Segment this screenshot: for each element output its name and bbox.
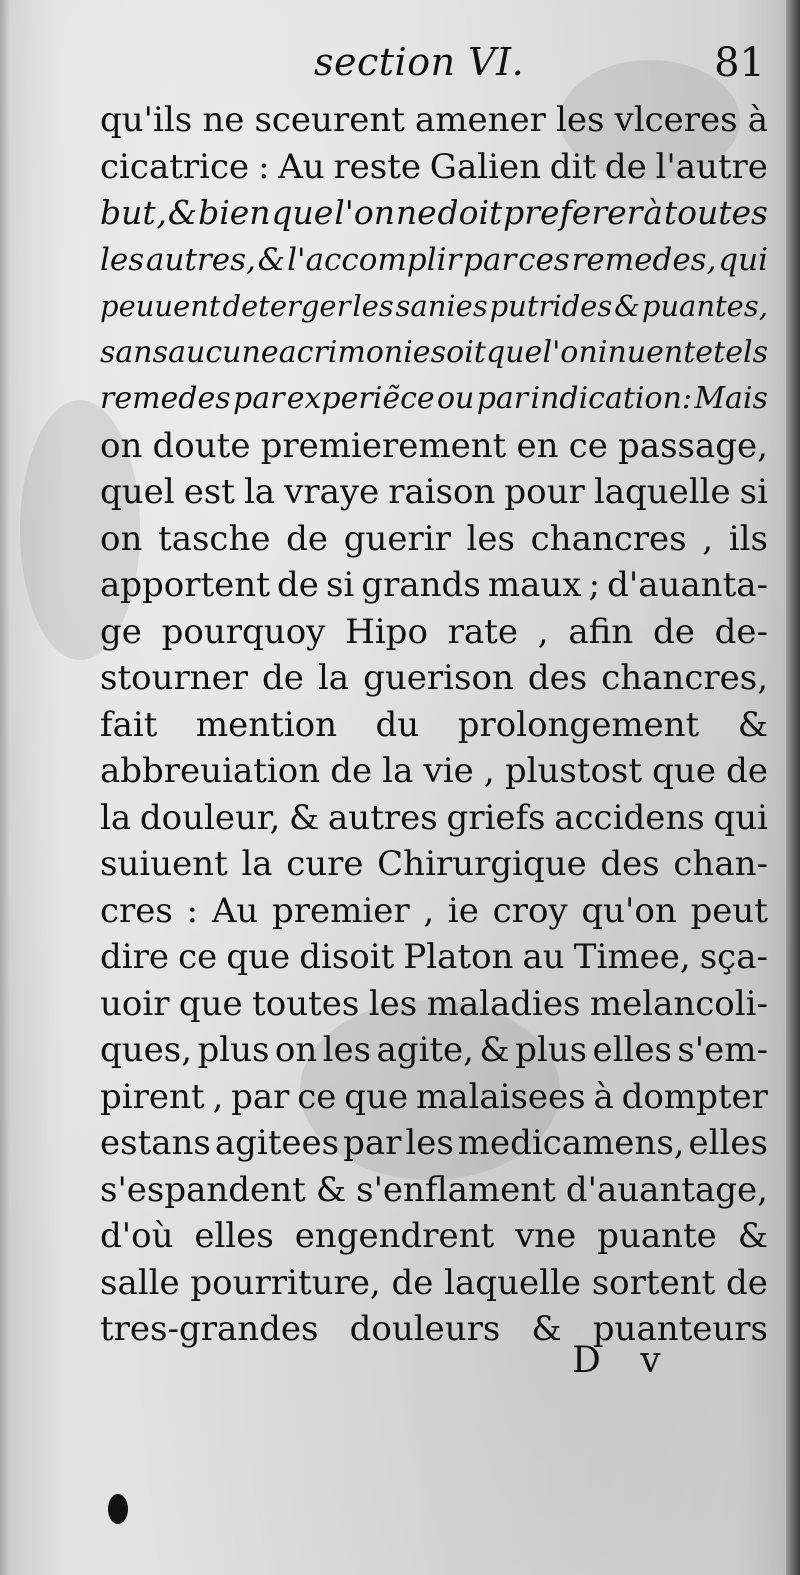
text-line: remedes par experiẽce ou par indication: Mais: [100, 381, 768, 416]
running-head: section VI.: [314, 40, 525, 84]
text-line: apportent de si grands maux ; d'auanta-: [100, 565, 768, 605]
text-line: stourner de la guerison des chancres,: [100, 658, 768, 698]
text-line: s'espandent & s'enflament d'auantage,: [100, 1169, 768, 1210]
text-line: pirent , par ce que malaisees à dompter: [100, 1076, 768, 1117]
text-line: fait mention du prolongement &: [100, 704, 768, 745]
text-line: cicatrice : Au reste Galien dit de l'autre: [100, 146, 768, 187]
text-line: quel est la vraye raison pour laquelle si: [100, 472, 768, 512]
text-line: peuuent deterger les sanies putrides & puantes,: [100, 289, 768, 323]
text-line: estans agitees par les medicamens, elles: [100, 1123, 768, 1163]
text-line: suiuent la cure Chirurgique des chan-: [100, 844, 768, 884]
body-text: [100, 97, 768, 1353]
text-line: abbreuiation de la vie , plustost que de: [100, 751, 768, 791]
text-line: tres-grandes douleurs & puanteurs: [100, 1309, 768, 1349]
text-line: uoir que toutes les maladies melancoli-: [100, 983, 768, 1024]
text-line: salle pourriture, de laquelle sortent de: [100, 1262, 768, 1303]
text-line: but , & bien que l'on ne doit preferer à toutes: [100, 193, 768, 232]
text-line: on doute premierement en ce passage,: [100, 425, 768, 466]
text-line: on tasche de guerir les chancres , ils: [100, 518, 768, 559]
page-right-edge-shadow: [786, 0, 800, 1575]
page-left-edge: [0, 0, 10, 1575]
text-line: d'où elles engendrent vne puante &: [100, 1216, 768, 1256]
page-header: [100, 40, 765, 100]
text-line: ques, plus on les agite, & plus elles s'em-: [100, 1030, 768, 1070]
page-number: 81: [714, 40, 765, 86]
text-line: cres : Au premier , ie croy qu'on peut: [100, 890, 768, 931]
text-line: la douleur, & autres griefs accidens qui: [100, 797, 768, 838]
catchword: D v: [572, 1340, 675, 1381]
ink-blot: [108, 1494, 128, 1524]
text-line: sans aucune acrimonie soit que l'on inuente tels: [100, 334, 768, 370]
text-line: les autres, & l'accomplir par ces remedes, qui: [100, 241, 768, 278]
text-line: dire ce que disoit Platon au Timee, sça-: [100, 937, 768, 977]
text-line: qu'ils ne sceurent amener les vlceres à: [100, 100, 768, 140]
text-line: ge pourquoy Hipo rate , afin de de-: [100, 611, 768, 652]
